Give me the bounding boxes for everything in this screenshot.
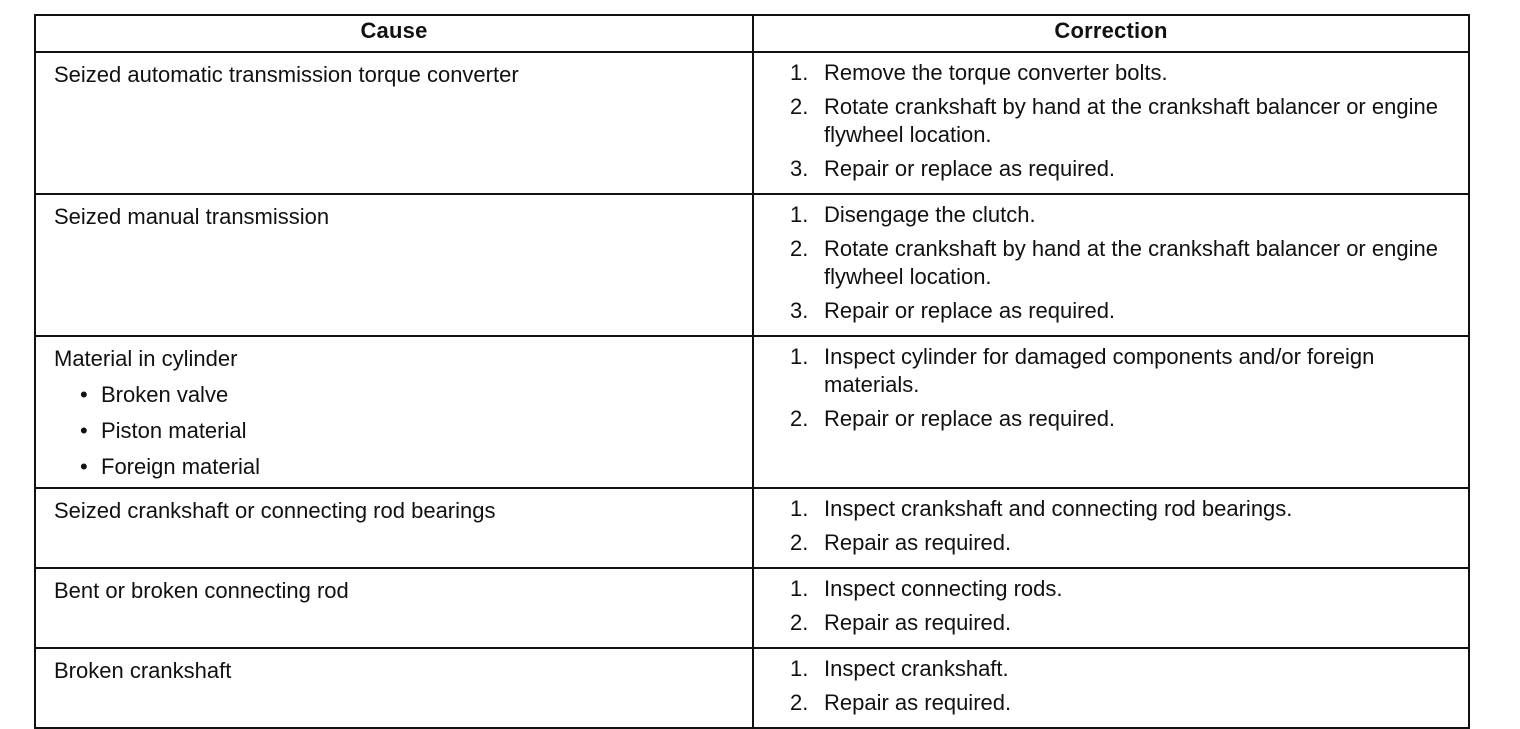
bullet-text: Broken valve xyxy=(101,382,229,407)
table-row xyxy=(35,336,1469,488)
table-row xyxy=(35,52,1469,194)
cause-text: Material in cylinder xyxy=(54,346,238,371)
step-text: Repair as required. xyxy=(824,690,1012,715)
correction-step xyxy=(790,575,1456,603)
bullet-text: Foreign material xyxy=(101,454,260,479)
correction-cell xyxy=(753,336,1469,488)
bullet-dot-icon: • xyxy=(80,454,88,479)
table-body xyxy=(35,52,1469,728)
correction-step xyxy=(790,529,1456,557)
cause-correction-table xyxy=(34,14,1470,729)
step-number: 2. xyxy=(790,610,809,635)
cause-cell xyxy=(35,488,753,568)
step-number: 2. xyxy=(790,94,809,119)
step-text: Disengage the clutch. xyxy=(824,202,1036,227)
correction-step xyxy=(790,689,1456,717)
header-cause: Cause xyxy=(35,15,753,52)
step-number: 1. xyxy=(790,344,809,369)
step-text: Repair or replace as required. xyxy=(824,156,1116,181)
correction-step xyxy=(790,93,1456,149)
step-number: 2. xyxy=(790,530,809,555)
correction-cell xyxy=(753,194,1469,336)
correction-cell xyxy=(753,648,1469,728)
cause-cell xyxy=(35,568,753,648)
correction-cell xyxy=(753,568,1469,648)
correction-steps xyxy=(790,59,1456,183)
step-number: 1. xyxy=(790,576,809,601)
correction-steps xyxy=(790,343,1456,433)
step-text: Inspect cylinder for damaged components and/or foreign materials. xyxy=(824,344,1375,397)
step-text: Inspect connecting rods. xyxy=(824,576,1063,601)
cause-text: Bent or broken connecting rod xyxy=(54,578,349,603)
table-row xyxy=(35,194,1469,336)
step-number: 1. xyxy=(790,656,809,681)
correction-steps xyxy=(790,575,1456,637)
correction-steps xyxy=(790,201,1456,325)
table-row xyxy=(35,568,1469,648)
correction-step xyxy=(790,201,1456,229)
step-number: 2. xyxy=(790,406,809,431)
correction-step xyxy=(790,405,1456,433)
step-text: Remove the torque converter bolts. xyxy=(824,60,1168,85)
cause-bullet-item xyxy=(80,381,752,409)
header-row xyxy=(35,15,1469,52)
correction-step xyxy=(790,343,1456,399)
correction-cell xyxy=(753,488,1469,568)
step-number: 1. xyxy=(790,202,809,227)
table-header xyxy=(35,15,1469,52)
correction-step xyxy=(790,655,1456,683)
step-text: Repair as required. xyxy=(824,530,1012,555)
step-number: 2. xyxy=(790,690,809,715)
correction-steps xyxy=(790,655,1456,717)
correction-step xyxy=(790,235,1456,291)
bullet-dot-icon: • xyxy=(80,418,88,443)
correction-step xyxy=(790,297,1456,325)
cause-cell xyxy=(35,52,753,194)
cause-bullet-item xyxy=(80,453,752,481)
cause-bullet-item xyxy=(80,417,752,445)
bullet-dot-icon: • xyxy=(80,382,88,407)
cause-text: Seized crankshaft or connecting rod bearings xyxy=(54,498,496,523)
correction-steps xyxy=(790,495,1456,557)
step-number: 2. xyxy=(790,236,809,261)
step-number: 3. xyxy=(790,156,809,181)
cause-cell xyxy=(35,336,753,488)
correction-step xyxy=(790,495,1456,523)
cause-text: Broken crankshaft xyxy=(54,658,232,683)
cause-text: Seized manual transmission xyxy=(54,204,330,229)
header-correction: Correction xyxy=(753,15,1469,52)
step-text: Repair or replace as required. xyxy=(824,298,1116,323)
step-number: 3. xyxy=(790,298,809,323)
cause-text: Seized automatic transmission torque converter xyxy=(54,62,519,87)
cause-cell xyxy=(35,648,753,728)
table-row xyxy=(35,648,1469,728)
bullet-text: Piston material xyxy=(101,418,247,443)
table-row xyxy=(35,488,1469,568)
step-text: Inspect crankshaft and connecting rod bearings. xyxy=(824,496,1293,521)
cause-cell xyxy=(35,194,753,336)
correction-step xyxy=(790,155,1456,183)
step-number: 1. xyxy=(790,496,809,521)
correction-step xyxy=(790,59,1456,87)
cause-bullet-list xyxy=(54,381,752,481)
correction-cell xyxy=(753,52,1469,194)
step-text: Inspect crankshaft. xyxy=(824,656,1009,681)
step-text: Repair as required. xyxy=(824,610,1012,635)
correction-step xyxy=(790,609,1456,637)
step-text: Repair or replace as required. xyxy=(824,406,1116,431)
step-number: 1. xyxy=(790,60,809,85)
step-text: Rotate crankshaft by hand at the crankshaft balancer or engine flywheel location. xyxy=(824,236,1438,289)
step-text: Rotate crankshaft by hand at the crankshaft balancer or engine flywheel location. xyxy=(824,94,1438,147)
